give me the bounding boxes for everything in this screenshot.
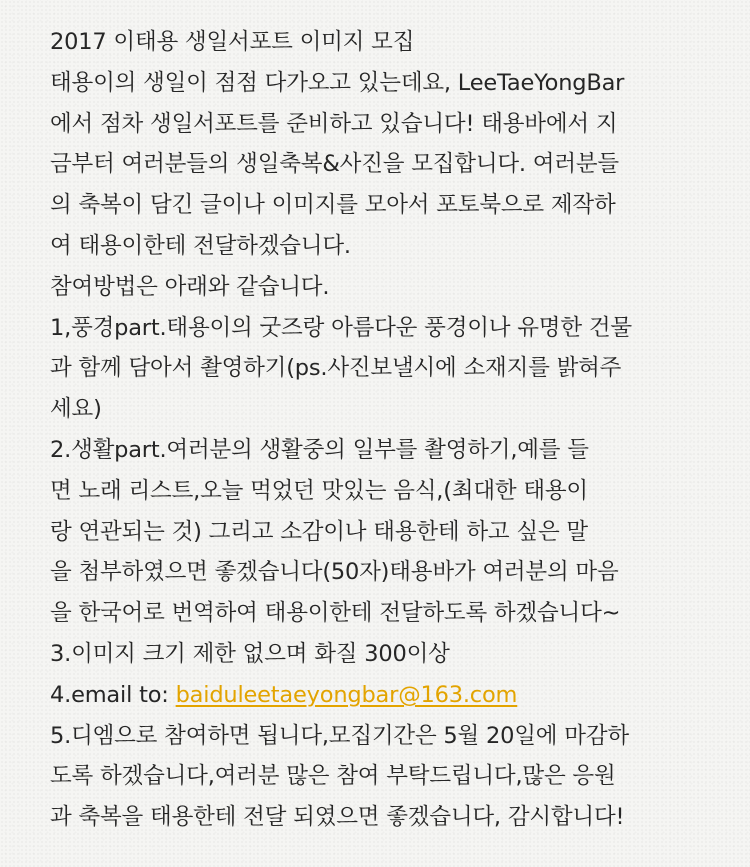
memo-note [50,22,730,838]
note-line: 과 축복을 태용한테 전달 되였으면 좋겠습니다, 감시합니다! [50,804,625,831]
note-line: 의 축복이 담긴 글이나 이미지를 모아서 포토북으로 제작하 [50,192,616,219]
email-line [50,675,730,716]
email-link[interactable]: baiduleetaeyongbar@163.com [175,681,518,708]
note-line: 랑 연관되는 것) 그리고 소감이나 태용한테 하고 싶은 말 [50,518,588,545]
email-label: 4.email to: [50,681,176,708]
note-line: 3.이미지 크기 제한 없으며 화질 300이상 [50,640,450,667]
note-line: 도록 하겠습니다,여러분 많은 참여 부탁드립니다,많은 응원 [50,763,616,790]
note-line: 5.디엠으로 참여하면 됩니다,모집기간은 5월 20일에 마감하 [50,722,629,749]
note-line: 에서 점차 생일서포트를 준비하고 있습니다! 태용바에서 지 [50,110,618,137]
note-line: 금부터 여러분들의 생일축복&사진을 모집합니다. 여러분들 [50,151,619,178]
note-line: 세요) [50,396,102,423]
note-line: 과 함께 담아서 촬영하기(ps.사진보낼시에 소재지를 밝혀주 [50,355,622,382]
note-line: 2.생활part.여러분의 생활중의 일부를 촬영하기,예를 들 [50,436,589,463]
note-line: 참여방법은 아래와 같습니다. [50,273,330,300]
note-line: 을 첨부하였으면 좋겠습니다(50자)태용바가 여러분의 마음 [50,559,619,586]
note-line: 여 태용이한테 전달하겠습니다. [50,232,351,259]
note-line: 1,풍경part.태용이의 굿즈랑 아름다운 풍경이나 유명한 건물 [50,314,632,341]
note-line: 면 노래 리스트,오늘 먹었던 맛있는 음식,(최대한 태용이 [50,477,588,504]
note-line: 태용이의 생일이 점점 다가오고 있는데요, LeeTaeYongBar [50,69,625,96]
note-line: 을 한국어로 번역하여 태용이한테 전달하도록 하겠습니다~ [50,600,621,627]
note-title: 2017 이태용 생일서포트 이미지 모집 [50,29,415,55]
